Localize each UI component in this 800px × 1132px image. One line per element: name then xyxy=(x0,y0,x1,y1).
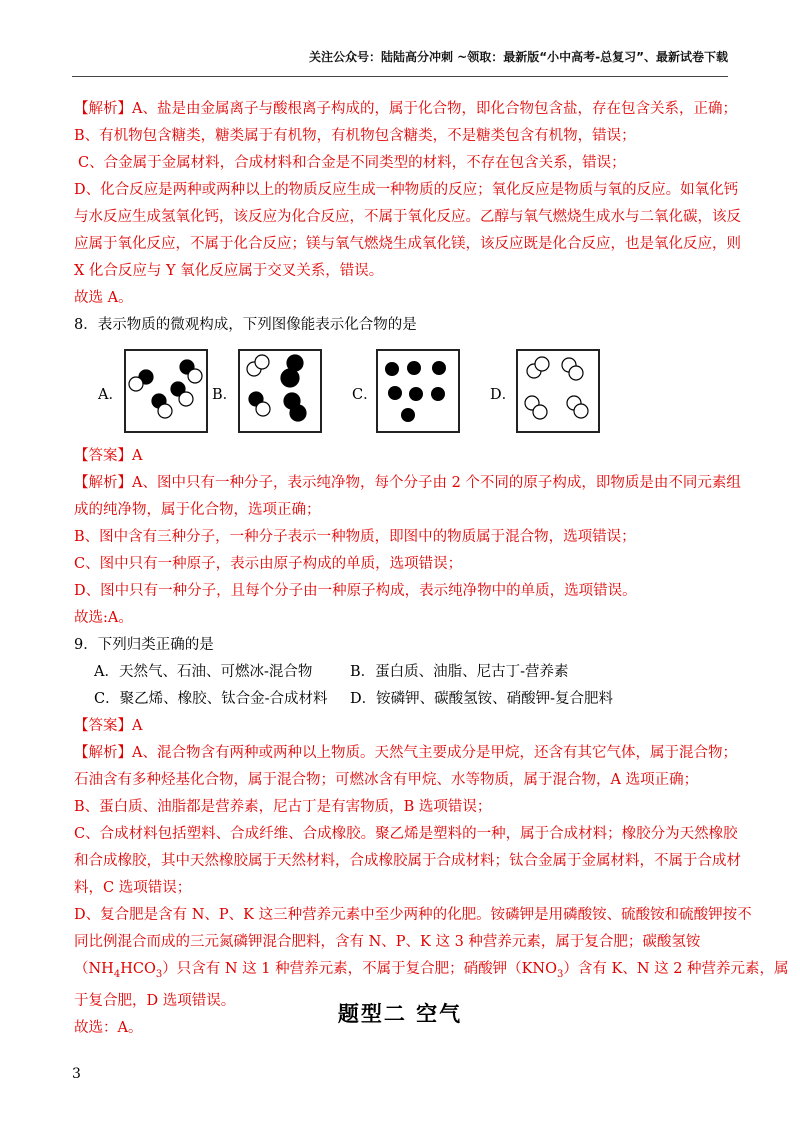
q8-analysis-line: 成的纯净物，属于化合物，选项正确； xyxy=(74,502,321,518)
q8-analysis-line: B、图中含有三种分子，一种分子表示一种物质，即图中的物质属于混合物，选项错误； xyxy=(74,529,636,545)
q8-analysis-line: C、图中只有一种原子，表示由原子构成的单质，选项错误； xyxy=(74,556,463,572)
subscript: 3 xyxy=(557,968,564,980)
page-content xyxy=(74,96,789,1042)
formula-text: ）只含有 N 这 1 种营养元素，不属于复合肥；硝酸钾（KNO xyxy=(162,961,557,977)
q9-analysis-line: 【解析】A、混合物含有两种或两种以上物质。天然气主要成分是甲烷，还含有其它气体，属于混合物； xyxy=(74,745,737,761)
q9-options-row-2 xyxy=(74,686,734,713)
figure-d xyxy=(516,349,600,433)
q8-stem: 8．表示物质的微观构成，下列图像能表示化合物的是 xyxy=(74,317,417,333)
figure-a xyxy=(124,349,208,433)
figure-c xyxy=(376,349,460,433)
q7-analysis-line: B、有机物包含糖类，糖类属于有机物，有机物包含糖类，不是糖类包含有机物，错误； xyxy=(74,128,636,144)
section-title: 题型二 空气 xyxy=(337,1002,463,1026)
q7-conclusion: 故选 A。 xyxy=(74,290,133,306)
q9-option-a: A．天然气、石油、可燃冰-混合物 xyxy=(94,664,313,680)
molecule-diagram-b xyxy=(240,351,320,431)
q9-analysis-line: 于复合肥，D 选项错误。 xyxy=(74,992,236,1009)
q9-analysis-line: 同比例混合而成的三元氮磷钾混合肥料，含有 N、P、K 这 3 种营养元素，属于复合肥；碳酸氢铵 xyxy=(74,934,701,950)
figure-b xyxy=(238,349,322,433)
figure-label-d: D． xyxy=(490,387,517,403)
q7-analysis-line: 与水反应生成氢氧化钙，该反应为化合反应，不属于氧化反应。乙醇与氧气燃烧生成水与二氧化碳，该反 xyxy=(74,209,741,225)
figure-label-b: B． xyxy=(212,387,238,403)
q8-analysis-line: 【解析】A、图中只有一种分子，表示纯净物，每个分子由 2 个不同的原子构成，即物质是由不同元素组 xyxy=(74,475,741,491)
q9-option-c: C．聚乙烯、橡胶、钛合金-合成材料 xyxy=(94,691,328,707)
q9-options-row-1 xyxy=(74,659,734,686)
q8-answer: 【答案】A xyxy=(74,448,143,464)
header-divider xyxy=(72,76,728,77)
q9-analysis-line: D、复合肥是含有 N、P、K 这三种营养元素中至少两种的化肥。铵磷钾是用磷酸铵、硫酸铵和硫酸钾按不 xyxy=(74,907,752,923)
formula-text: （NH xyxy=(74,961,114,977)
page-number: 3 xyxy=(72,1066,81,1082)
q9-analysis-line: 料，C 选项错误； xyxy=(74,880,192,896)
formula-text: HCO xyxy=(120,961,156,977)
q9-answer: 【答案】A xyxy=(74,718,143,734)
formula-text: ）含有 K、N 这 2 种营养元素，属 xyxy=(563,961,789,977)
q7-analysis-line: D、化合反应是两种或两种以上的物质反应生成一种物质的反应；氧化反应是物质与氧的反应。如氧化钙 xyxy=(74,182,739,198)
q8-figures xyxy=(74,345,734,439)
q9-analysis-line-formula xyxy=(74,956,789,988)
q7-analysis-line: X 化合反应与 Y 氧化反应属于交叉关系，错误。 xyxy=(74,263,384,279)
page-header: 关注公众号：陆陆高分冲刺 ~领取：最新版“小中高考-总复习”、最新试卷下载 xyxy=(309,50,728,64)
q9-option-b: B．蛋白质、油脂、尼古丁-营养素 xyxy=(350,664,569,680)
q7-analysis-line: 应属于氧化反应，不属于化合反应；镁与氧气燃烧生成氧化镁，该反应既是化合反应，也是氧化反应，则 xyxy=(74,236,741,252)
q8-conclusion: 故选:A。 xyxy=(74,610,133,626)
subscript: 4 xyxy=(113,968,121,980)
figure-label-c: C． xyxy=(352,387,378,403)
q9-analysis-line: B、蛋白质、油脂都是营养素，尼古丁是有害物质，B 选项错误； xyxy=(74,799,492,815)
q9-option-d: D．铵磷钾、碳酸氢铵、硝酸钾-复合肥料 xyxy=(350,691,614,707)
figure-label-a: A． xyxy=(98,387,123,403)
q9-conclusion: 故选：A。 xyxy=(74,1019,143,1036)
q9-analysis-line: 和合成橡胶，其中天然橡胶属于天然材料，合成橡胶属于合成材料；钛合金属于金属材料，不属于合成材 xyxy=(74,853,741,869)
molecule-diagram-a xyxy=(126,351,206,431)
q8-analysis-line: D、图中只有一种分子，且每个分子由一种原子构成，表示纯净物中的单质，选项错误。 xyxy=(74,583,637,599)
q7-analysis-line: 【解析】A、盐是由金属离子与酸根离子构成的，属于化合物，即化合物包含盐，存在包含关系，正确； xyxy=(74,101,737,117)
q9-analysis-line: C、合成材料包括塑料、合成纤维、合成橡胶。聚乙烯是塑料的一种，属于合成材料；橡胶分为天然橡胶 xyxy=(74,826,738,842)
q9-stem: 9．下列归类正确的是 xyxy=(74,637,214,653)
q7-analysis-line: C、合金属于金属材料，合成材料和合金是不同类型的材料，不存在包含关系，错误； xyxy=(78,155,626,171)
q9-analysis-line: 石油含有多种烃基化合物，属于混合物；可燃冰含有甲烷、水等物质，属于混合物，A 选项正确； xyxy=(74,772,699,788)
molecule-diagram-c xyxy=(378,351,458,431)
subscript: 3 xyxy=(155,968,163,980)
molecule-diagram-d xyxy=(518,351,598,431)
